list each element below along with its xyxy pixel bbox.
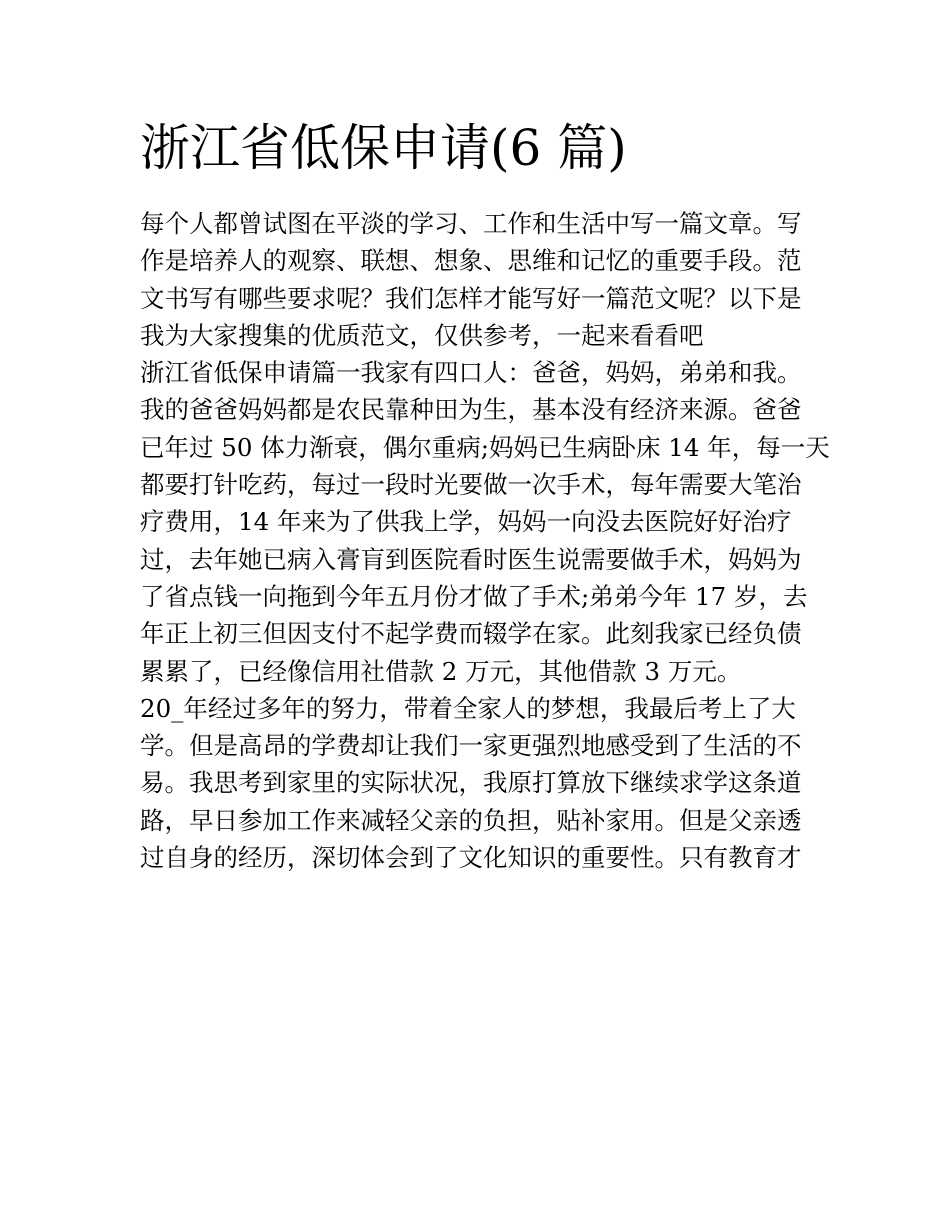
- text-line: 每个人都曾试图在平淡的学习、工作和生活中写一篇文章。写: [140, 209, 802, 238]
- text-line: 作是培养人的观察、联想、想象、思维和记忆的重要手段。范: [140, 246, 802, 276]
- text-line: 文书写有哪些要求呢？我们怎样才能写好一篇范文呢？以下是: [140, 283, 802, 313]
- text-line: 我为大家搜集的优质范文，仅供参考，一起来看看吧: [140, 320, 704, 350]
- text-line: 累累了，已经像信用社借款 2 万元，其他借款 3 万元。: [140, 656, 742, 686]
- text-line: 易。我思考到家里的实际状况，我原打算放下继续求学这条道: [140, 768, 802, 798]
- text-line: 都要打针吃药，每过一段时光要做一次手术，每年需要大笔治: [140, 470, 802, 500]
- text-line: 浙江省低保申请篇一我家有四口人：爸爸，妈妈，弟弟和我。: [140, 358, 802, 388]
- page-title: 浙江省低保申请(6 篇): [140, 119, 627, 177]
- text-line: 20_年经过多年的努力，带着全家人的梦想，我最后考上了大: [140, 693, 796, 723]
- text-line: 年正上初三但因支付不起学费而辍学在家。此刻我家已经负债: [140, 619, 802, 649]
- text-line: 疗费用，14 年来为了供我上学，妈妈一向没去医院好好治疗: [140, 507, 792, 537]
- text-line: 了省点钱一向拖到今年五月份才做了手术;弟弟今年 17 岁，去: [140, 581, 808, 611]
- text-line: 我的爸爸妈妈都是农民靠种田为生，基本没有经济来源。爸爸: [140, 395, 802, 425]
- text-line: 路，早日参加工作来减轻父亲的负担，贴补家用。但是父亲透: [140, 805, 802, 835]
- document-body: [140, 205, 830, 876]
- text-line: 已年过 50 体力渐衰，偶尔重病;妈妈已生病卧床 14 年，每一天: [140, 432, 830, 462]
- text-line: 学。但是高昂的学费却让我们一家更强烈地感受到了生活的不: [140, 731, 802, 761]
- text-line: 过，去年她已病入膏肓到医院看时医生说需要做手术，妈妈为: [140, 544, 802, 574]
- text-line: 过自身的经历，深切体会到了文化知识的重要性。只有教育才: [140, 843, 802, 873]
